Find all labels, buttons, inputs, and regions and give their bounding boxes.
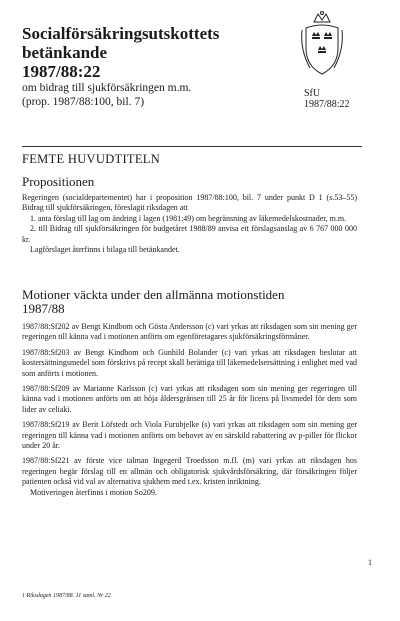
- page-number: 1: [368, 558, 372, 567]
- motion-sf221-note: Motiveringen återfinns i motion So209.: [30, 487, 157, 497]
- motioner-heading-line2: 1987/88: [22, 301, 65, 316]
- proposal-item-1: 1. anta förslag till lag om ändring i lagen (1981:49) om begränsning av läkemedelskostnader, m.m.: [30, 213, 347, 223]
- document-subtitle-ref: (prop. 1987/88:100, bil. 7): [22, 96, 145, 108]
- divider: [22, 146, 362, 147]
- motion-sf202: 1987/88:Sf202 av Bengt Kindbom och Gösta Andersson (c) vari yrkas att riksdagen som sin mening ger regeringen till känna vad i motionen anförts om egenföretagares sjukförsäkringsförmåner.: [22, 322, 357, 342]
- propositionen-section: [22, 193, 357, 255]
- swedish-three-crowns-crest-icon: [296, 10, 348, 82]
- committee-report-number: 1987/88:22: [304, 99, 350, 110]
- motion-sf203: 1987/88:Sf203 av Bengt Kindbom och Gunhild Bolander (c) vari yrkas att riksdagen beslutar att kostersättningsmedel som förskrivs på recept skall berättiga till läkemedelsersättning i enlighet med vad som anförts i motionen.: [22, 347, 357, 378]
- section-heading-propositionen: Propositionen: [22, 174, 95, 189]
- proposal-item-2: 2. till Bidrag till sjukförsäkringen för budgetåret 1988/89 anvisa ett förslagsanslag av 6 767 000 000 kr.: [22, 224, 357, 244]
- committee-reference: [304, 88, 350, 110]
- main-heading: FEMTE HUVUDTITELN: [22, 152, 161, 166]
- motioner-section: [22, 322, 357, 498]
- propositionen-note: Lagförslaget återfinns i bilaga till betänkandet.: [30, 245, 180, 255]
- document-title-line2: betänkande: [22, 43, 108, 62]
- motion-sf219: 1987/88:Sf219 av Berit Löfstedt och Viola Furubjelke (s) vari yrkas att riksdagen som sin mening ger regeringen till känna vad i motionen anförts om behovet av en särskild rabattering av p-piller för flickor under 20 år.: [22, 420, 357, 451]
- motion-sf221: 1987/88:Sf221 av förste vice talman Ingegerd Troedsson m.fl. (m) vari yrkas att riksdagen hos regeringen begär förslag till en allmän och obligatorisk sjukvårdsförsäkring, där försäkringen följer patienten också vid val av alternativa sjukhem med t.ex. kristen inriktning.: [22, 456, 357, 487]
- motion-sf209: 1987/88:Sf209 av Marianne Karlsson (c) vari yrkas att riksdagen som sin mening ger regeringen till känna vad i motionen anförts om att höja åldersgränsen till 25 år för licens på livsmedel för dem som lider av celiaki.: [22, 384, 357, 414]
- footer-imprint: 1 Riksdagen 1987/88. 11 saml. Nr 22: [22, 593, 111, 599]
- motioner-heading-line1: Motioner väckta under den allmänna motionstiden: [22, 287, 285, 302]
- document-subtitle: om bidrag till sjukförsäkringen m.m.: [22, 82, 192, 94]
- committee-code: SfU: [304, 88, 321, 99]
- report-number: 1987/88:22: [22, 62, 101, 81]
- section-heading-motioner: [22, 288, 362, 316]
- document-title: Socialförsäkringsutskottets: [22, 24, 220, 43]
- title-block: [22, 24, 292, 109]
- propositionen-intro: Regeringen (socialdepartementet) har i proposition 1987/88:100, bil. 7 under punkt D 1 (s.53–55) Bidrag till sjukförsäkringen, föreslagit riksdagen att: [22, 193, 357, 213]
